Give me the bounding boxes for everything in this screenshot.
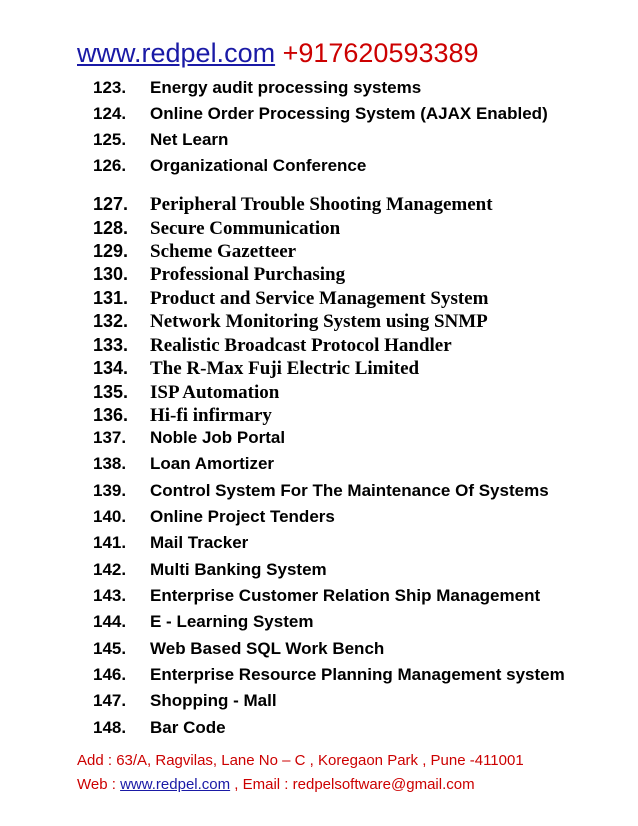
item-title: Web Based SQL Work Bench: [150, 639, 385, 658]
item-number: 128.: [93, 218, 129, 238]
item-number: 137.: [93, 428, 127, 447]
page-header: [77, 38, 479, 69]
item-number: 141.: [93, 533, 127, 552]
item-title: Energy audit processing systems: [150, 78, 422, 97]
item-number: 133.: [93, 335, 129, 355]
item-title: Scheme Gazetteer: [150, 241, 297, 262]
item-number: 125.: [93, 130, 127, 149]
footer-address: Add : 63/A, Ragvilas, Lane No – C , Koregaon Park , Pune -411001: [77, 752, 524, 769]
item-title: Online Order Processing System (AJAX Enabled): [150, 104, 548, 123]
item-number: 126.: [93, 156, 127, 175]
item-title: Mail Tracker: [150, 533, 249, 552]
item-number: 132.: [93, 311, 129, 331]
item-number: 146.: [93, 665, 127, 684]
item-title: Network Monitoring System using SNMP: [150, 311, 488, 332]
item-number: 136.: [93, 405, 129, 425]
item-title: Enterprise Resource Planning Management system: [150, 665, 565, 684]
item-title: Noble Job Portal: [150, 428, 286, 447]
item-title: The R-Max Fuji Electric Limited: [150, 358, 420, 379]
item-title: Shopping - Mall: [150, 691, 277, 710]
item-number: 135.: [93, 382, 129, 402]
footer-web-label: Web :: [77, 776, 121, 793]
item-number: 124.: [93, 104, 127, 123]
item-title: Professional Purchasing: [150, 264, 346, 285]
item-number: 131.: [93, 288, 129, 308]
item-number: 127.: [93, 194, 129, 214]
item-title: Organizational Conference: [150, 156, 367, 175]
item-title: Hi-fi infirmary: [150, 405, 272, 426]
item-title: Control System For The Maintenance Of Systems: [150, 481, 549, 500]
item-title: Realistic Broadcast Protocol Handler: [150, 335, 452, 356]
item-title: Online Project Tenders: [150, 507, 335, 526]
item-number: 134.: [93, 358, 129, 378]
item-number: 148.: [93, 718, 127, 737]
item-title: Loan Amortizer: [150, 454, 275, 473]
item-title: Enterprise Customer Relation Ship Management: [150, 586, 541, 605]
website-link[interactable]: www.redpel.com: [77, 38, 276, 68]
footer-email: , Email : redpelsoftware@gmail.com: [230, 776, 475, 793]
footer-contact: [77, 776, 475, 793]
item-title: E - Learning System: [150, 612, 314, 631]
item-title: ISP Automation: [150, 382, 280, 403]
item-title: Net Learn: [150, 130, 229, 149]
item-number: 142.: [93, 560, 127, 579]
footer-website-link[interactable]: www.redpel.com: [120, 776, 231, 793]
item-number: 130.: [93, 264, 129, 284]
item-number: 139.: [93, 481, 127, 500]
item-title: Peripheral Trouble Shooting Management: [150, 194, 493, 215]
item-title: Bar Code: [150, 718, 226, 737]
item-number: 145.: [93, 639, 127, 658]
item-number: 144.: [93, 612, 127, 631]
item-title: Multi Banking System: [150, 560, 327, 579]
item-title: Secure Communication: [150, 218, 341, 239]
item-number: 123.: [93, 78, 127, 97]
item-number: 147.: [93, 691, 127, 710]
phone-number: +917620593389: [275, 38, 479, 68]
item-number: 140.: [93, 507, 127, 526]
item-number: 138.: [93, 454, 127, 473]
item-number: 143.: [93, 586, 127, 605]
item-number: 129.: [93, 241, 129, 261]
item-title: Product and Service Management System: [150, 288, 489, 309]
